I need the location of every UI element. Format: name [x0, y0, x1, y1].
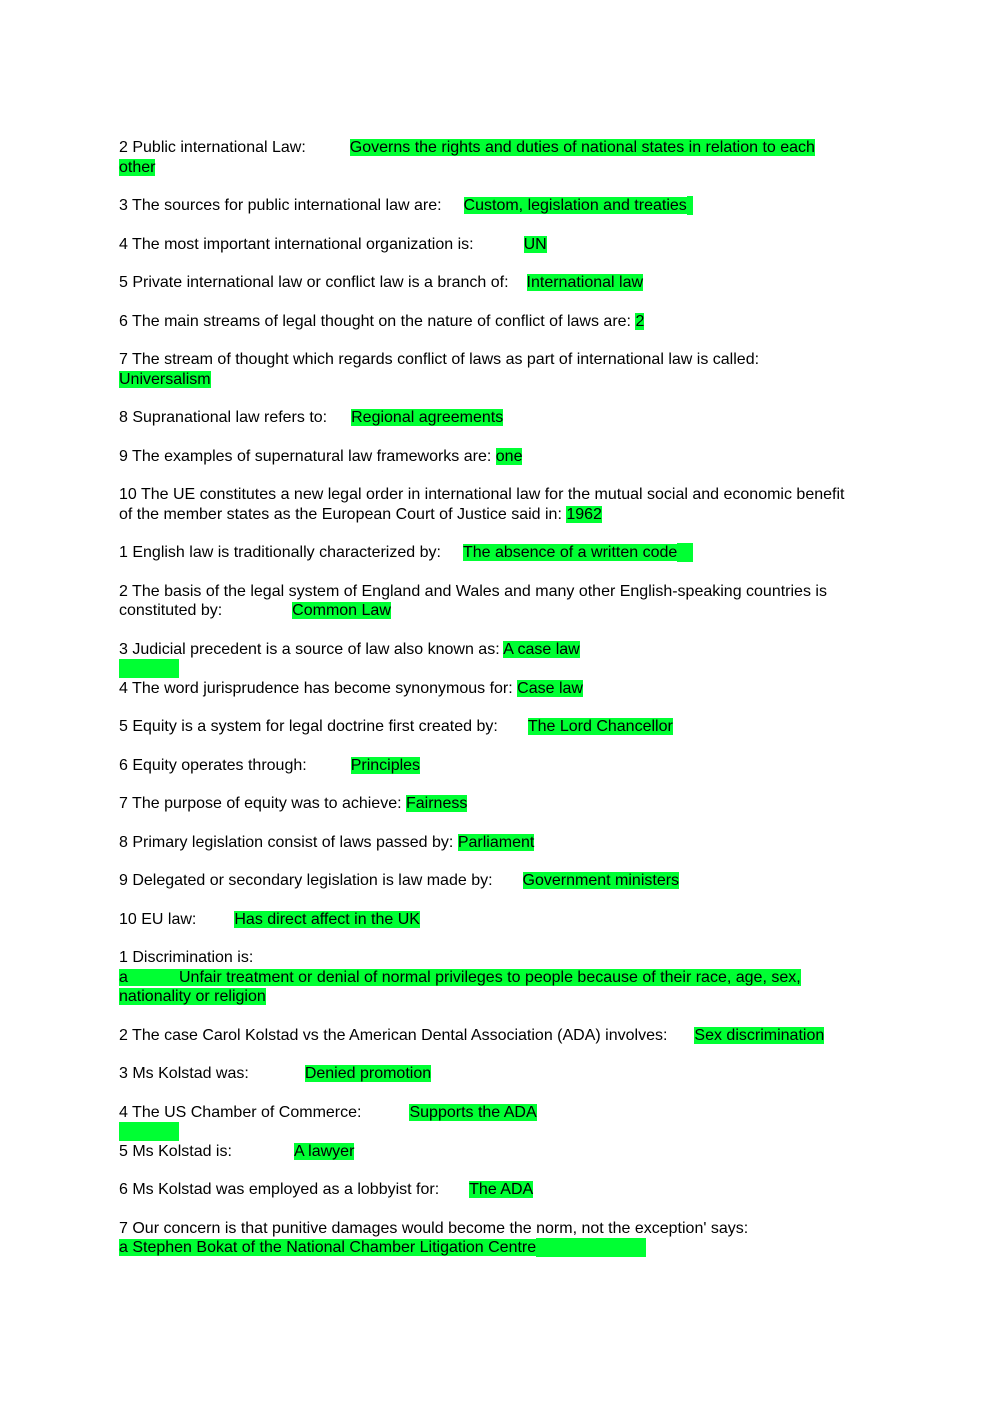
answer-highlight: nationality or religion: [119, 988, 266, 1005]
question-3-kolstad-was: 3 Ms Kolstad was: Denied promotion: [119, 1065, 432, 1082]
answer-highlight: one: [495, 447, 523, 465]
question-6-main-streams: 6 The main streams of legal thought on the nature of conflict of laws are: 2: [119, 312, 645, 330]
answer-highlight: Principles: [350, 756, 421, 774]
blank-highlight: [119, 1122, 179, 1141]
answer-highlight: Common Law: [292, 602, 391, 619]
answer-highlight: The Lord Chancellor: [527, 718, 673, 735]
answer-highlight: UN: [523, 235, 547, 253]
question-2-basis-legal-system: 2 The basis of the legal system of England and Wales and many other English-speaking countries is constituted by: Common Law: [119, 582, 827, 619]
question-8-supranational: 8 Supranational law refers to: Regional agreements: [119, 409, 504, 426]
question-7-punitive-damages: 7 Our concern is that punitive damages would become the norm, not the exception' says: a Stephen Bokat of the National Chamber Litigation Centre: [119, 1219, 749, 1256]
answer-highlight: Sex discrimination: [694, 1026, 825, 1044]
question-5-equity-creator: 5 Equity is a system for legal doctrine first created by: The Lord Chancellor: [119, 718, 673, 735]
question-2-public-international-law: 2 Public international Law: Governs the rights and duties of national states in relation to each other: [119, 139, 815, 176]
question-2-kolstad-case: 2 The case Carol Kolstad vs the American Dental Association (ADA) involves: Sex discrimination: [119, 1026, 825, 1044]
answer-highlight: 2: [635, 312, 645, 330]
answer-highlight: A case law: [503, 640, 580, 658]
question-4-organization: 4 The most important international organization is: UN: [119, 235, 547, 253]
question-9-frameworks: 9 The examples of supernatural law frameworks are: one: [119, 447, 523, 465]
answer-highlight: The ADA: [469, 1181, 534, 1198]
question-4-jurisprudence: 4 The word jurisprudence has become synonymous for: Case law: [119, 679, 583, 697]
answer-highlight: Custom, legislation and treaties: [463, 197, 687, 214]
question-8-primary-legislation: 8 Primary legislation consist of laws passed by: Parliament: [119, 833, 535, 851]
answer-highlight: Supports the ADA: [409, 1103, 537, 1121]
answer-highlight: The absence of a written code: [462, 544, 678, 561]
answer-highlight: A lawyer: [293, 1142, 355, 1160]
question-6-lobbyist: 6 Ms Kolstad was employed as a lobbyist for: The ADA: [119, 1181, 534, 1198]
question-3-sources: 3 The sources for public international law are: Custom, legislation and treaties: [119, 196, 884, 216]
question-6-equity-operates: 6 Equity operates through: Principles: [119, 756, 421, 774]
answer-highlight: 1962: [566, 505, 602, 523]
blank-highlight: [119, 659, 179, 678]
answer-highlight: Case law: [517, 679, 583, 697]
answer-highlight: Parliament: [457, 833, 535, 851]
question-7-stream-of-thought: 7 The stream of thought which regards conflict of laws as part of international law is called: Universalism: [119, 351, 760, 388]
answer-highlight: Governs the rights and duties of national states in relation to each: [349, 139, 815, 156]
question-9-delegated-legislation: 9 Delegated or secondary legislation is law made by: Government ministers: [119, 872, 680, 889]
document-page: [119, 138, 884, 1258]
question-10-ue: 10 The UE constitutes a new legal order in international law for the mutual social and economic benefit of the member states as the European Court of Justice said in: 1962: [119, 486, 845, 523]
answer-highlight: Has direct affect in the UK: [234, 910, 420, 928]
question-4-chamber-of-commerce: 4 The US Chamber of Commerce: Supports the ADA: [119, 1103, 884, 1142]
question-10-eu-law: 10 EU law: Has direct affect in the UK: [119, 910, 420, 928]
answer-highlight: other: [119, 158, 156, 176]
answer-highlight: Regional agreements: [351, 409, 504, 426]
answer-highlight: Denied promotion: [304, 1065, 432, 1082]
answer-highlight: Fairness: [406, 795, 468, 812]
answer-highlight: Government ministers: [522, 872, 680, 889]
question-1-english-law: 1 English law is traditionally characterized by: The absence of a written code: [119, 543, 884, 563]
question-1-discrimination: 1 Discrimination is: a Unfair treatment or denial of normal privileges to people because of their race, age, sex, nationality or religion: [119, 949, 801, 1005]
question-5-kolstad-is: 5 Ms Kolstad is: A lawyer: [119, 1142, 355, 1160]
question-3-judicial-precedent: 3 Judicial precedent is a source of law also known as: A case law: [119, 640, 884, 679]
answer-highlight: a Unfair treatment or denial of normal privileges to people because of their race, age, sex,: [119, 968, 801, 986]
answer-highlight: Universalism: [119, 370, 211, 388]
question-7-equity-purpose: 7 The purpose of equity was to achieve: Fairness: [119, 795, 468, 812]
answer-highlight: International law: [526, 274, 644, 291]
answer-highlight: a Stephen Bokat of the National Chamber Litigation Centre: [119, 1239, 537, 1256]
question-5-private-law: 5 Private international law or conflict law is a branch of: International law: [119, 274, 644, 291]
